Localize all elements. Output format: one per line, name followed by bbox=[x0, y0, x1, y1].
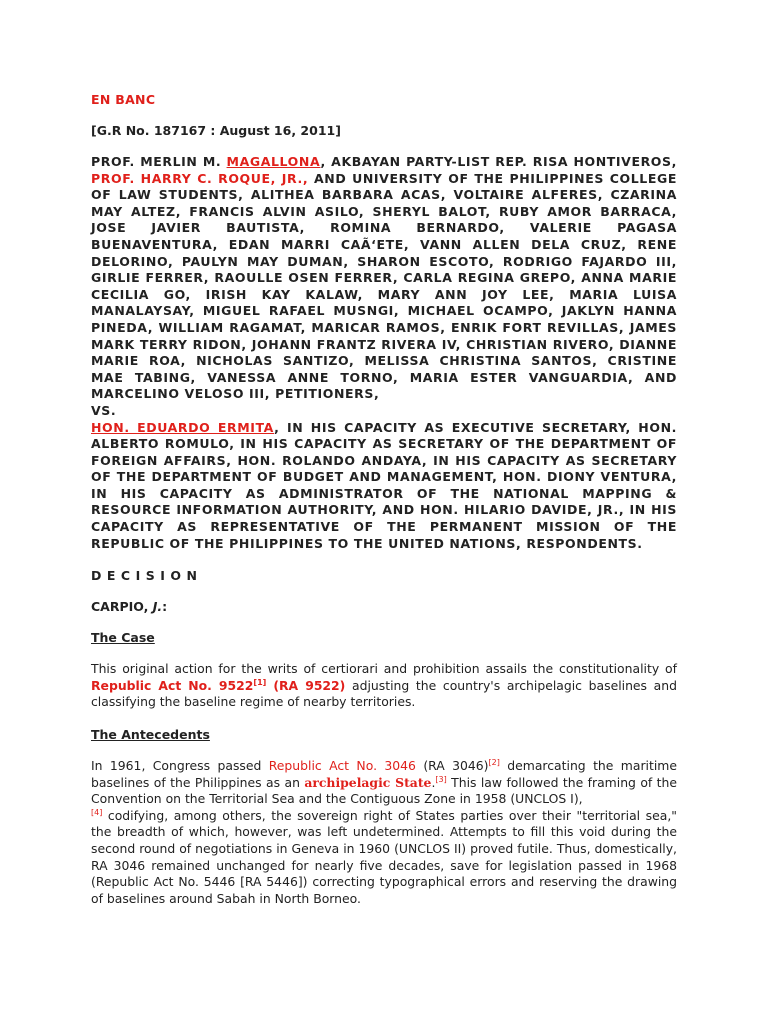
ant-text-4: . bbox=[431, 774, 436, 790]
petitioners-paragraph bbox=[91, 154, 677, 403]
case-text-1: This original action for the writs of certiorari and prohibition assails the constitutionality of bbox=[91, 661, 677, 677]
footnote-3-link[interactable]: [3] bbox=[435, 774, 447, 784]
ant-text-2: (RA 3046) bbox=[415, 758, 489, 774]
archipelagic-state-link[interactable]: archipelagic State bbox=[304, 774, 432, 790]
ponente-j: J. bbox=[152, 599, 163, 615]
ant-text-1: In 1961, Congress passed bbox=[91, 758, 269, 774]
ant-text-5: This law followed the framing of the Convention on the Territorial Sea and the Contiguous Zone in 1958 (UNCLOS I), bbox=[91, 774, 677, 807]
ra-9522-abbrev: (RA 9522) bbox=[266, 677, 346, 693]
ra-3046-link[interactable]: Republic Act No. 3046 bbox=[268, 758, 416, 774]
respondents-text: , IN HIS CAPACITY AS EXECUTIVE SECRETARY, HON. ALBERTO ROMULO, IN HIS CAPACITY AS SECRETARY OF THE DEPARTMENT OF FOREIGN AFFAIRS, HON. ROLANDO ANDAYA, IN HIS CAPACITY AS SECRETARY OF THE DEPARTMENT OF BUDGET AND MANAGEMENT, HON. DIONY VENTURA, IN HIS CAPACITY AS ADMINISTRATOR OF THE NATIONAL MAPPING & RESOURCE INFORMATION AUTHORITY, AND HON. HILARIO DAVIDE, JR., IN HIS CAPACITY AS REPRESENTATIVE OF THE PERMANENT MISSION OF THE REPUBLIC OF THE PHILIPPINES TO THE UNITED NATIONS, RESPONDENTS. bbox=[91, 419, 677, 551]
ermita-link[interactable]: HON. EDUARDO ERMITA bbox=[91, 419, 275, 435]
roque-link[interactable]: PROF. HARRY C. ROQUE, JR., bbox=[91, 170, 309, 186]
ponente-colon: : bbox=[162, 599, 168, 615]
section-title-antecedents: The Antecedents bbox=[91, 727, 210, 743]
petitioners-text-3: AND UNIVERSITY OF THE PHILIPPINES COLLEGE OF LAW STUDENTS, ALITHEA BARBARA ACAS, VOLTAIRE ALFERES, CZARINA MAY ALTEZ, FRANCIS ALVIN ASILO, SHERYL BALOT, RUBY AMOR BARRACA, JOSE JAVIER BAUTISTA, ROMINA BERNARDO, VALERIE PAGASA BUENAVENTURA, EDAN MARRI CAÃ‘ETE, VANN ALLEN DELA CRUZ, RENE DELORINO, PAULYN MAY DUMAN, SHARON ESCOTO, RODRIGO FAJARDO III, GIRLIE FERRER, RAOULLE OSEN FERRER, CARLA REGINA GREPO, ANNA MARIE CECILIA GO, IRISH KAY KALAW, MARY ANN JOY LEE, MARIA LUISA MANALAYSAY, MIGUEL RAFAEL MUSNGI, MICHAEL OCAMPO, JAKLYN HANNA PINEDA, WILLIAM RAGAMAT, MARICAR RAMOS, ENRIK FORT REVILLAS, JAMES MARK TERRY RIDON, JOHANN FRANTZ RIVERA IV, CHRISTIAN RIVERO, DIANNE MARIE ROA, NICHOLAS SANTIZO, MELISSA CHRISTINA SANTOS, CRISTINE MAE TABING, VANESSA ANNE TORNO, MARIA ESTER VANGUARDIA, AND MARCELINO VELOSO III, PETITIONERS, bbox=[91, 170, 678, 402]
footnote-1-link[interactable]: [1] bbox=[253, 677, 267, 687]
document-page bbox=[91, 92, 677, 923]
footnote-2-link[interactable]: [2] bbox=[488, 757, 500, 767]
en-banc-heading: EN BANC bbox=[91, 92, 156, 107]
footnote-4-link[interactable]: [4] bbox=[91, 807, 103, 817]
ant-text-3: demarcating the maritime baselines of the Philippines as an bbox=[91, 758, 677, 790]
versus-label: VS. bbox=[91, 402, 117, 418]
ponente-name: CARPIO, bbox=[91, 599, 153, 615]
ra-9522-link[interactable]: Republic Act No. 9522 bbox=[91, 677, 254, 693]
petitioners-text-2: , AKBAYAN PARTY-LIST REP. RISA HONTIVEROS, bbox=[320, 154, 677, 169]
section-title-the-case: The Case bbox=[91, 630, 155, 646]
gr-number-line: [G.R No. 187167 : August 16, 2011] bbox=[91, 123, 341, 138]
case-text-2: adjusting the country's archipelagic baselines and classifying the baseline regime of nearby territories. bbox=[91, 677, 677, 710]
petitioners-text-1: PROF. MERLIN M. bbox=[91, 154, 227, 169]
the-case-paragraph bbox=[91, 661, 677, 711]
ant-text-6: codifying, among others, the sovereign right of States parties over their "territorial sea," the breadth of which, however, was left undetermined. Attempts to fill this void during the second round of negotiations in Geneva in 1960 (UNCLOS II) proved futile. Thus, domestically, RA 3046 remained unchanged for nearly five decades, save for legislation passed in 1968 (Republic Act No. 5446 [RA 5446]) correcting typographical errors and reserving the drawing of baselines around Sabah in North Borneo. bbox=[91, 807, 677, 906]
decision-heading: DECISION bbox=[91, 568, 203, 584]
respondents-paragraph bbox=[91, 420, 677, 553]
magallona-link[interactable]: MAGALLONA bbox=[226, 154, 321, 169]
antecedents-paragraph bbox=[91, 758, 677, 907]
ponente-line bbox=[91, 599, 677, 614]
case-parties bbox=[91, 154, 677, 552]
